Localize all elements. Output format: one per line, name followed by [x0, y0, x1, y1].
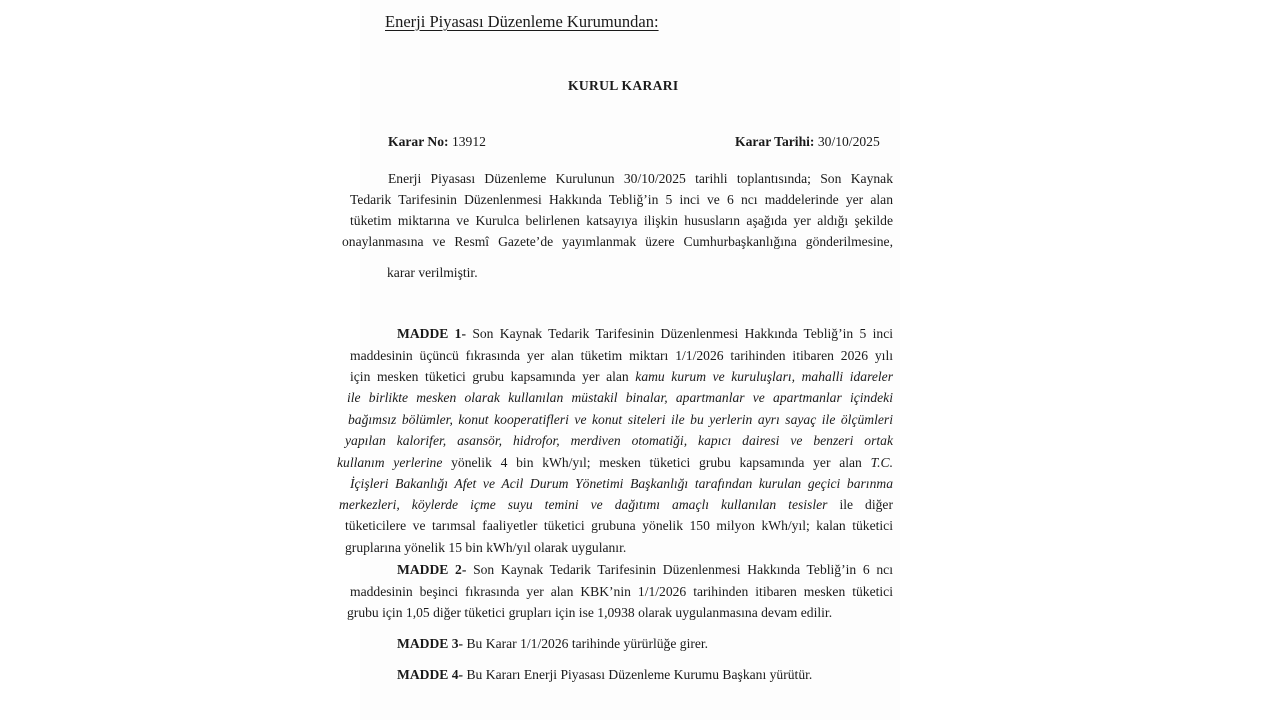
madde1-line-10: tüketicilere ve tarımsal faaliyetler tüketici grubuna yönelik 150 milyon kWh/yıl; kalan tüketici — [345, 518, 893, 533]
intro-line-4: onaylanmasına ve Resmî Gazete’de yayımlanmak üzere Cumhurbaşkanlığına gönderilmesine, — [342, 234, 893, 249]
madde1-text-5: bağımsız bölümler, konut kooperatifleri ve konut siteleri ile bu yerlerin ayrı sayaç ile ölçümleri — [348, 412, 893, 427]
madde1-line-4 — [347, 390, 893, 406]
madde2-line-1 — [397, 562, 893, 578]
madde1-label: MADDE 1- — [397, 326, 466, 341]
karar-no — [388, 134, 486, 150]
karar-tarihi — [735, 134, 880, 150]
madde1-text-6: yapılan kalorifer, asansör, hidrofor, merdiven otomatiği, kapıcı dairesi ve benzeri ortak — [345, 433, 893, 448]
madde1-text-9b: ile diğer — [827, 497, 893, 512]
karar-no-value: 13912 — [451, 134, 486, 149]
madde1-line-11: gruplarına yönelik 15 bin kWh/yıl olarak uygulanır. — [345, 540, 627, 555]
madde1-text-8: İçişleri Bakanlığı Afet ve Acil Durum Yönetimi Başkanlığı tarafından kurulan geçici barınma — [350, 476, 893, 491]
issuer-header: Enerji Piyasası Düzenleme Kurumundan: — [385, 12, 659, 31]
karar-verilmistir: karar verilmiştir. — [387, 265, 478, 280]
karar-no-label: Karar No: — [388, 134, 449, 149]
madde1-text-9a: merkezleri, köylerde içme suyu temini ve dağıtımı amaçlı kullanılan tesisler — [339, 497, 828, 512]
madde1-text-1: Son Kaynak Tedarik Tarifesinin Düzenlenmesi Hakkında Tebliğ’in 5 inci — [472, 326, 894, 341]
madde1-line-8 — [350, 476, 893, 492]
intro-line-1: Enerji Piyasası Düzenleme Kurulunun 30/10/2025 tarihli toplantısında; Son Kaynak — [388, 171, 893, 186]
intro-line-3: tüketim miktarına ve Kurulca belirlenen katsayıya ilişkin hususların aşağıda yer aldığı şekilde — [350, 213, 893, 228]
madde4 — [397, 667, 812, 683]
madde1-line-3 — [350, 369, 893, 385]
madde1-line-5 — [348, 412, 893, 428]
madde1-text-7b: yönelik 4 bin kWh/yıl; mesken tüketici grubu kapsamında yer alan — [442, 455, 871, 470]
madde1-line-9 — [339, 497, 893, 513]
madde4-label: MADDE 4- — [397, 667, 464, 682]
madde1-text-3a: için mesken tüketici grubu kapsamında yer alan — [350, 369, 636, 384]
madde3-text: Bu Karar 1/1/2026 tarihinde yürürlüğe girer. — [466, 636, 709, 651]
madde1-line-1 — [397, 326, 893, 342]
document-page — [337, 0, 900, 720]
madde3-label: MADDE 3- — [397, 636, 464, 651]
madde1-text-4: ile birlikte mesken olarak kullanılan müstakil binalar, apartmanlar ve apartmanlar içindeki — [347, 390, 893, 405]
madde1-text-7a: kullanım yerlerine — [337, 455, 443, 470]
madde1-line-2: maddesinin üçüncü fıkrasında yer alan tüketim miktarı 1/1/2026 tarihinden itibaren 2026 yılı — [350, 348, 893, 363]
madde1-text-3b: kamu kurum ve kuruluşları, mahalli idareler — [635, 369, 894, 384]
karar-tarihi-label: Karar Tarihi: — [735, 134, 815, 149]
madde2-label: MADDE 2- — [397, 562, 467, 577]
madde1-text-7c: T.C. — [870, 455, 893, 470]
madde1-line-7 — [337, 455, 893, 471]
madde2-line-3: grubu için 1,05 diğer tüketici grupları için ise 1,0938 olarak uygulanmasına devam edilir. — [347, 605, 833, 620]
madde4-text: Bu Kararı Enerji Piyasası Düzenleme Kurumu Başkanı yürütür. — [466, 667, 813, 682]
madde1-line-6 — [345, 433, 893, 449]
madde2-text-1: Son Kaynak Tedarik Tarifesinin Düzenlenmesi Hakkında Tebliğ’in 6 ncı — [473, 562, 893, 577]
madde3 — [397, 636, 708, 652]
intro-line-2: Tedarik Tarifesinin Düzenlenmesi Hakkında Tebliğ’in 5 inci ve 6 ncı maddelerinde yer alan — [350, 192, 893, 207]
document-title: KURUL KARARI — [568, 78, 679, 93]
madde2-line-2: maddesinin beşinci fıkrasında yer alan KBK’nin 1/1/2026 tarihinden itibaren mesken tüketici — [350, 584, 893, 599]
karar-tarihi-value: 30/10/2025 — [817, 134, 880, 149]
